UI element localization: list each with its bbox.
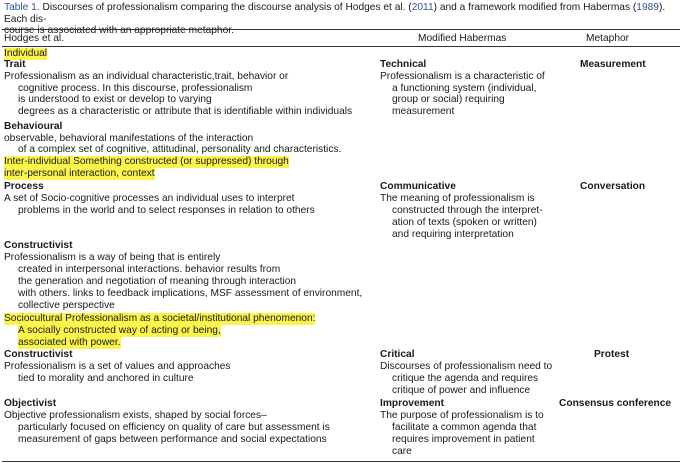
text-line: of a complex set of cognitive, attitudinal, personality and characteristics. <box>18 144 342 155</box>
category-inter-individual-cont: inter-personal interaction, context <box>4 168 155 179</box>
top-rule <box>2 29 680 30</box>
caption-text-c: ). Each dis- <box>4 2 666 25</box>
subheading-improvement: Improvement <box>380 398 444 409</box>
subheading-constructivist-2: Constructivist <box>4 349 73 360</box>
text-line: the generation and negotiation of meaning through interaction <box>18 276 297 287</box>
subheading-objectivist: Objectivist <box>4 398 57 409</box>
citation-link[interactable]: 2011 <box>411 2 434 13</box>
text-line: ation of texts (spoken or written) <box>392 217 537 228</box>
subheading-behavioural: Behavioural <box>4 121 63 132</box>
citation-link[interactable]: 1989 <box>636 2 659 13</box>
subheading-critical: Critical <box>380 349 415 360</box>
text-line: collective perspective <box>18 300 115 311</box>
subheading-constructivist: Constructivist <box>4 240 73 251</box>
table-label: Table 1. <box>4 2 40 13</box>
text-line: critique of power and influence <box>392 385 531 396</box>
text-line: is understood to exist or develop to varying <box>18 94 212 105</box>
text-line: facilitate a common agenda that <box>392 422 537 433</box>
caption-line-2: course is associated with an appropriate metaphor. <box>4 25 234 37</box>
text-line: measurement <box>392 106 455 117</box>
text-line: The meaning of professionalism is <box>380 193 535 204</box>
text-line: Professionalism as an individual characteristic,trait, behavior or <box>4 71 289 82</box>
text-line: observable, behavioral manifestations of the interaction <box>4 133 254 144</box>
header-hodges: Hodges et al. <box>4 33 65 44</box>
text-line: Professionalism is a way of being that is entirely <box>4 252 221 263</box>
text-line: measurement of gaps between performance and social expectations <box>18 434 327 445</box>
header-habermas: Modified Habermas <box>418 33 507 44</box>
text-line: The purpose of professionalism is to <box>380 410 544 421</box>
subheading-process: Process <box>4 181 44 192</box>
text-line: Professionalism is a set of values and approaches <box>4 361 231 372</box>
table-caption <box>4 2 680 37</box>
metaphor-measurement: Measurement <box>580 59 646 70</box>
metaphor-protest: Protest <box>594 349 630 360</box>
text-line: Professionalism is a characteristic of <box>380 71 545 82</box>
text-line: degrees as a characteristic or attribute that is identifiable within individuals <box>18 106 353 117</box>
text-line: Discourses of professionalism need to <box>380 361 553 372</box>
text-line: requires improvement in patient <box>392 434 535 445</box>
category-inter-individual: Inter-individual Something constructed (or suppressed) through <box>4 156 289 167</box>
text-line: cognitive process. In this discourse, professionalism <box>18 83 253 94</box>
text-line: tied to morality and anchored in culture <box>18 373 194 384</box>
header-rule <box>2 46 680 47</box>
category-sociocultural-cont: A socially constructed way of acting or being, <box>18 325 221 336</box>
subheading-trait: Trait <box>4 59 26 70</box>
category-individual: Individual <box>4 48 48 59</box>
caption-text-a: Discourses of professionalism comparing the discourse analysis of Hodges et al. ( <box>39 2 412 13</box>
text-line: Objective professionalism exists, shaped by social forces– <box>4 410 267 421</box>
text-line: and requiring interpretation <box>392 229 514 240</box>
text-line: particularly focused on efficiency on quality of care but assessment is <box>18 422 330 433</box>
subheading-technical: Technical <box>380 59 427 70</box>
text-line: critique the agenda and requires <box>392 373 539 384</box>
text-line: with others. links to feedback implications, MSF assessment of environment, <box>18 288 363 299</box>
metaphor-conversation: Conversation <box>580 181 646 192</box>
bottom-rule <box>2 461 680 462</box>
text-line: a functioning system (individual, <box>392 83 537 94</box>
caption-text-b: ) and a framework modified from Habermas ( <box>433 2 637 13</box>
metaphor-consensus-conference: Consensus conference <box>559 398 672 409</box>
text-line: created in interpersonal interactions. behavior results from <box>18 264 281 275</box>
text-line: care <box>392 446 412 457</box>
category-sociocultural-cont: associated with power. <box>18 337 121 348</box>
text-line: A set of Socio-cognitive processes an individual uses to interpret <box>4 193 295 204</box>
header-metaphor: Metaphor <box>586 33 630 44</box>
text-line: group or social) requiring <box>392 94 505 105</box>
category-sociocultural: Sociocultural Professionalism as a societal/institutional phenomenon: <box>4 313 316 324</box>
text-line: problems in the world and to select responses in relation to others <box>18 205 315 216</box>
subheading-communicative: Communicative <box>380 181 456 192</box>
text-line: constructed through the interpret- <box>392 205 543 216</box>
